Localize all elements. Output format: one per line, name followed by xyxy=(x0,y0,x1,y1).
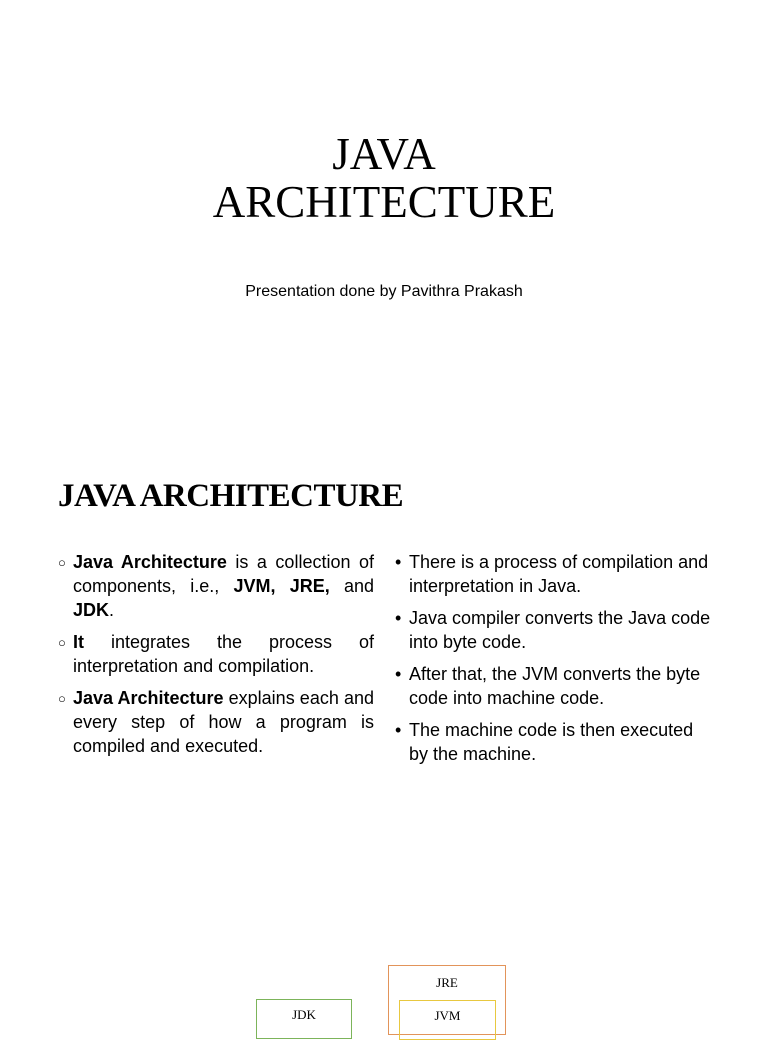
title-slide xyxy=(0,0,768,420)
bullet-text: . xyxy=(109,600,115,620)
bullet-text-bold: It xyxy=(73,632,84,652)
left-bullet-list xyxy=(58,550,374,766)
right-bullet-list xyxy=(394,550,716,774)
right-bullet-item xyxy=(394,662,716,710)
bullet-text-bold: JRE, xyxy=(289,576,330,596)
jdk-label: JDK xyxy=(292,1007,316,1022)
presentation-title xyxy=(0,130,768,226)
content-slide xyxy=(0,420,768,1024)
right-bullet-item xyxy=(394,606,716,654)
bullet-text: There is a process of compilation and interpretation in Java. xyxy=(409,552,709,596)
bullet-text: The machine code is then executed by the machine. xyxy=(409,720,694,764)
left-bullet-item xyxy=(58,630,374,678)
circle-bullet-icon: ○ xyxy=(58,691,66,706)
bullet-text: explains each and every step of how a program is compiled and executed. xyxy=(73,688,374,756)
slide-heading: JAVA ARCHITECTURE xyxy=(58,478,404,514)
left-bullet-item xyxy=(58,550,374,622)
circle-bullet-icon: ○ xyxy=(58,635,66,650)
right-bullet-item xyxy=(394,550,716,598)
dot-bullet-icon: • xyxy=(395,720,402,740)
title-line-2: ARCHITECTURE xyxy=(212,177,556,227)
right-bullet-item xyxy=(394,718,716,766)
presentation-subtitle: Presentation done by Pavithra Prakash xyxy=(245,283,523,300)
dot-bullet-icon: • xyxy=(395,608,402,628)
bullet-text-bold: JDK xyxy=(73,600,110,620)
bullet-text-bold: Java Architecture xyxy=(73,688,224,708)
bullet-text: and xyxy=(329,576,374,596)
bullet-text: After that, the JVM converts the byte code into machine code. xyxy=(409,664,701,708)
jre-label: JRE xyxy=(436,975,458,990)
bullet-text: integrates the process of interpretation and compilation. xyxy=(73,632,374,676)
jvm-box xyxy=(399,1000,496,1040)
dot-bullet-icon: • xyxy=(395,552,402,572)
bullet-text-bold: JVM, xyxy=(233,576,276,596)
jvm-label: JVM xyxy=(434,1008,461,1023)
bullet-text: Java compiler converts the Java code into byte code. xyxy=(409,608,711,652)
title-line-1: JAVA xyxy=(332,129,436,179)
dot-bullet-icon: • xyxy=(395,664,402,684)
left-bullet-item xyxy=(58,686,374,758)
circle-bullet-icon: ○ xyxy=(58,555,66,570)
bullet-text-bold: Java Architecture xyxy=(73,552,227,572)
jdk-box xyxy=(256,999,352,1039)
bullet-text: is a collection of components, i.e., xyxy=(73,552,374,596)
bullet-text xyxy=(276,576,290,596)
